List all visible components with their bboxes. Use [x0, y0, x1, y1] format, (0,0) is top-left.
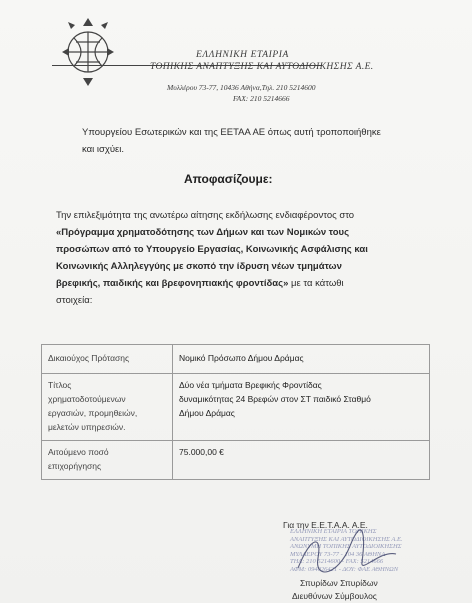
paragraph-line	[56, 275, 416, 292]
cell-line: Νομικό Πρόσωπο Δήμου Δράμας	[179, 353, 304, 363]
decision-heading: Αποφασίζουμε:	[184, 172, 273, 186]
program-title: προσώπων από το Υπουργείο Εργασίας, Κοινωνικής Ασφάλισης και	[56, 244, 368, 255]
table-value-cell	[173, 345, 430, 374]
cell-line: εργασιών, προμηθειών,	[48, 408, 138, 418]
organization-name: ΕΛΛΗΝΙΚΗ ΕΤΑΙΡΙΑ	[196, 50, 289, 60]
cell-line: Δύο νέα τμήματα Βρεφικής Φροντίδας	[179, 380, 322, 390]
table-row	[42, 441, 430, 480]
cell-line: 75.000,00 €	[179, 447, 224, 457]
paragraph-line	[56, 258, 416, 275]
signatory-name: Σπυρίδων Σπυρίδων	[300, 578, 378, 588]
cell-line: Αιτούμενο ποσό	[48, 447, 109, 457]
stamp-line: ΤΗΛ: 210 5214600 - FAX: 5214666	[290, 558, 384, 565]
paragraph-line	[56, 224, 416, 241]
details-table	[41, 344, 430, 480]
decision-paragraph	[56, 207, 416, 309]
table-value-cell	[173, 374, 430, 441]
intro-text	[82, 124, 442, 158]
cell-line: Δικαιούχος Πρότασης	[48, 353, 130, 363]
table-value-cell	[173, 441, 430, 480]
cell-line: Δήμου Δράμας	[179, 408, 235, 418]
cell-line: μελετών υπηρεσιών.	[48, 422, 126, 432]
intro-line: και ισχύει.	[82, 144, 125, 155]
program-title: Κοινωνικής Αλληλεγγύης με σκοπό την ίδρυση νέων τμημάτων	[56, 261, 342, 272]
organization-fax: FAX: 210 5214666	[233, 94, 290, 103]
organization-address: Μυλλέρου 73-77, 10436 Αθήνα,Τηλ. 210 5214600	[167, 83, 316, 92]
stamp-line: ΑΝΑΠΤΥΞΗΣ ΚΑΙ ΑΥΤΟΔΙΟΙΚΗΣΗΣ Α.Ε.	[290, 535, 403, 543]
table-label-cell	[42, 374, 173, 441]
table-label-cell	[42, 441, 173, 480]
table-row	[42, 374, 430, 441]
handwritten-signature	[292, 524, 402, 584]
stamp-line: ΑΝΩΝΥΜΗ ΤΟΠΙΚΗΣ ΑΥΤΟΔΙΟΙΚΗΣΗΣ	[290, 543, 402, 550]
paragraph-line	[56, 241, 416, 258]
table-row	[42, 345, 430, 374]
stamp-line: ΜΥΛΛΕΡΟΥ 73-77 - 104 36 ΑΘΗΝΑ	[290, 550, 386, 558]
table-label-cell	[42, 345, 173, 374]
program-title: βρεφικής, παιδικής και βρεφονηπιακής φροντίδας»	[56, 278, 289, 289]
stamp-line: ΕΛΛΗΝΙΚΗ ΕΤΑΙΡΙΑ ΤΟΠΙΚΗΣ	[290, 528, 377, 535]
stamp-line: ΑΦΜ: 094026421 - ΔΟΥ: ΦΑΕ ΑΘΗΝΩΝ	[290, 565, 399, 573]
cell-line: επιχορήγησης	[48, 461, 102, 471]
company-logo-icon	[60, 16, 116, 86]
paragraph-line: στοιχεία:	[56, 295, 93, 306]
paragraph-line: Την επιλεξιμότητα της ανωτέρω αίτησης εκδήλωσης ενδιαφέροντος στο	[56, 210, 355, 221]
signatory-role: Διευθύνων Σύμβουλος	[292, 591, 377, 601]
cell-line: δυναμικότητας 24 Βρεφών στον ΣΤ παιδικό Σταθμό	[179, 394, 371, 404]
organization-subtitle: ΤΟΠΙΚΗΣ ΑΝΑΠΤΥΞΗΣ ΚΑΙ ΑΥΤΟΔΙΟΙΚΗΣΗΣ Α.Ε.	[150, 62, 374, 72]
intro-line: Υπουργείου Εσωτερικών και της ΕΕΤΑΑ ΑΕ όπως αυτή τροποποιήθηκε	[82, 127, 381, 138]
cell-line: Τίτλος	[48, 380, 72, 390]
cell-line: χρηματοδοτούμενων	[48, 394, 126, 404]
signature-for-line: Για την Ε.Ε.Τ.Α.Α. Α.Ε.	[283, 520, 368, 530]
paragraph-text: με τα κάτωθι	[288, 278, 344, 289]
program-title: «Πρόγραμμα χρηματοδότησης των Δήμων και των Νομικών τους	[56, 227, 350, 238]
